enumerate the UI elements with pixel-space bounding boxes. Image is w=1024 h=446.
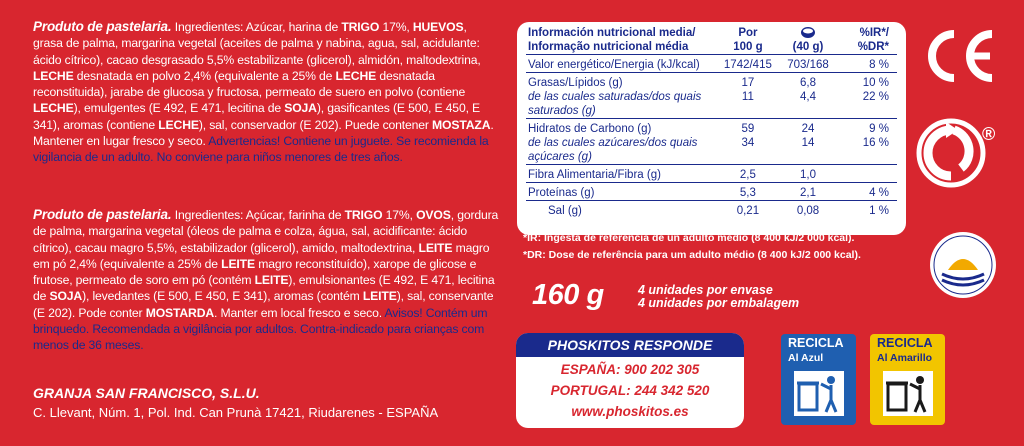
col-ir-label1: %IR*/ xyxy=(859,27,889,39)
allergen: LECHE xyxy=(33,68,74,83)
nutrition-cell-label: Grasas/Lípidos (g) xyxy=(526,73,719,91)
allergen: LEITE xyxy=(418,240,453,255)
nutrition-cell-vu: 0,08 xyxy=(777,201,839,219)
nutrition-row xyxy=(526,73,897,91)
nutrition-cell-vu: 703/168 xyxy=(777,55,839,73)
phoskitos-title: PHOSKITOS RESPONDE xyxy=(516,333,744,357)
nutrition-header xyxy=(526,26,719,55)
recycle-blue-title: RECICLA xyxy=(788,336,844,350)
nutrition-cell-vu: 1,0 xyxy=(777,165,839,183)
recycle-yellow-title: RECICLA xyxy=(877,336,933,350)
portuguese-warning: Avisos! Contém um brinquedo. Recomendada a vigilância por adultos. Contra-indicado para crianças com menos de 36 meses. xyxy=(33,305,488,353)
ingredient-segment: desnatada en polvo 2,4% (equivalente a 25% de xyxy=(73,68,336,83)
allergen: TRIGO xyxy=(341,20,380,34)
nutrition-row xyxy=(526,90,897,119)
recycle-blue-badge xyxy=(781,334,856,425)
nutrition-cell-ir: 8 % xyxy=(839,55,897,73)
nutrition-cell-v100: 2,5 xyxy=(719,165,777,183)
nutrition-row xyxy=(526,201,897,219)
nutrition-cell-ir: 4 % xyxy=(839,183,897,201)
nutrition-header-es: Información nutricional media/ xyxy=(528,27,696,39)
col-ir-label2: %DR* xyxy=(857,41,889,53)
nutrition-cell-v100: 1742/415 xyxy=(719,55,777,73)
nutrition-row xyxy=(526,183,897,201)
ingredient-segment: Ingredientes: Azúcar, harina de xyxy=(174,20,342,34)
nutrition-cell-v100: 0,21 xyxy=(719,201,777,219)
net-weight: 160 g xyxy=(532,279,604,311)
nutrition-cell-label: Valor energético/Energia (kJ/kcal) xyxy=(526,55,719,73)
nutrition-cell-vu: 6,8 xyxy=(777,73,839,91)
nutrition-cell-ir: 16 % xyxy=(862,137,889,149)
units-info xyxy=(638,284,799,310)
nutrition-cell-label: Sal (g) xyxy=(526,201,719,219)
company-address: C. Llevant, Núm. 1, Pol. Ind. Can Prunà 17421, Riudarenes - ESPAÑA xyxy=(33,405,439,420)
spanish-warning: Advertencias! Contiene un juguete. Se recomienda la vigilancia de un adulto. No conviene para niños menores de tres años. xyxy=(33,134,489,165)
nutrition-cell-v100: 5,3 xyxy=(719,183,777,201)
ce-mark-icon xyxy=(920,26,1000,86)
units-es: 4 unidades por envase xyxy=(638,283,773,297)
ingredient-segment: ), sal, conservante (E 202). Pode conter xyxy=(33,289,494,320)
units-pt: 4 unidades por embalagem xyxy=(638,296,800,310)
recycle-blue-sub: Al Azul xyxy=(788,352,824,364)
ingredient-segment: Ingredientes: Açúcar, farinha de xyxy=(174,208,345,222)
recycle-yellow-sub: Al Amarillo xyxy=(877,352,933,364)
nutrition-table xyxy=(526,26,897,218)
website-link[interactable]: www.phoskitos.es xyxy=(571,404,689,419)
nutrition-cell-v100: 34 xyxy=(741,137,755,149)
phone-spain: ESPAÑA: 900 202 305 xyxy=(560,362,700,377)
ingredient-segment: 17%, xyxy=(382,208,417,222)
ingredient-segment: magro reconstituído), xarope de glicose e frutose, permeato de soro em pó (contém xyxy=(33,256,477,288)
green-dot-icon xyxy=(916,118,986,188)
spanish-heading: Produto de pastelaria. xyxy=(33,19,172,34)
nutrition-row xyxy=(526,119,897,137)
allergen: LECHE xyxy=(33,101,74,116)
allergen: LEITE xyxy=(254,273,289,288)
nutrition-row xyxy=(526,55,897,73)
ingredient-segment: magro em pó 2,4% (equivalente a 25% de xyxy=(33,240,490,271)
ingredient-segment: ), emulsionantes (E 492, E 471, lecitina de xyxy=(33,273,495,304)
allergen: MOSTARDA xyxy=(145,305,215,320)
ingredient-segment: ), emulgentes (E 492, E 471, lecitina de xyxy=(73,101,285,116)
nutrition-cell-label: Fibra Alimentaria/Fibra (g) xyxy=(526,165,719,183)
company-info xyxy=(33,383,438,423)
allergen: LECHE xyxy=(335,68,377,83)
footnote-ir: *IR: Ingesta de referencia de un adulto medio (8 400 kJ/2 000 kcal). xyxy=(523,232,855,244)
col-ir xyxy=(839,26,897,55)
nutrition-cell-ir: 10 % xyxy=(839,73,897,91)
nutrition-cell-ir: 9 % xyxy=(839,119,897,137)
spanish-ingredients xyxy=(33,19,499,166)
ingredient-segment: , gordura de palma, margarina vegetal (óleos de palma e colza, água, sal, acidificante: ácido cítrico), cacau magro 5,5%, estabilizador (glicerol), amido, maltodextrina, xyxy=(33,208,499,255)
footnote-dr: *DR: Dose de referência para um adulto médio (8 400 kJ/2 000 kcal). xyxy=(523,249,861,261)
calidalia-seal xyxy=(928,230,998,300)
nutrition-row xyxy=(526,165,897,183)
nutrition-header-pt: Informação nutricional média xyxy=(528,41,689,53)
ingredient-segment: . Manter em local fresco e seco. xyxy=(214,305,385,320)
ingredient-segment: . Mantener en lugar fresco y seco. xyxy=(33,117,494,149)
allergen: HUEVOS xyxy=(412,20,464,34)
ingredient-segment: , grasa de palma, margarina vegetal (aceites de palma y nabina, agua, sal, acidulante: ácido cítrico), cacao desgrasado 5,5% estabilizante (glicerol), almidón, maltodextrina, xyxy=(33,20,481,67)
portuguese-heading: Produto de pastelaria. xyxy=(33,207,172,222)
portuguese-ingredient-text xyxy=(33,208,498,320)
allergen: TRIGO xyxy=(344,208,383,222)
allergen: OVOS xyxy=(416,208,451,222)
nutrition-cell-label: de las cuales azúcares/dos quais açúcares (g) xyxy=(528,137,698,163)
col-per-unit xyxy=(777,26,839,55)
nutrition-cell-ir: 1 % xyxy=(839,201,897,219)
recycle-bin-icon xyxy=(793,370,845,417)
col-per-100g xyxy=(719,26,777,55)
ingredient-segment: 17%, xyxy=(379,20,413,34)
nutrition-cell-ir: 22 % xyxy=(862,91,889,103)
footnotes xyxy=(523,230,861,264)
ingredient-segment: ), sal, conservador (E 202). Puede contener xyxy=(198,117,433,132)
recycle-bin-icon xyxy=(882,370,934,417)
allergen: LECHE xyxy=(158,117,199,132)
ingredient-segment: ), levedantes (E 500, E 450, E 341), aromas (contém xyxy=(82,289,363,304)
portuguese-ingredients xyxy=(33,207,499,354)
ingredient-segment: ), gasificantes (E 500, E 450, E 341), aromas (contiene xyxy=(33,101,481,132)
nutrition-cell-ir xyxy=(839,165,897,183)
nutrition-cell-label: Hidratos de Carbono (g) xyxy=(526,119,719,137)
nutrition-cell-vu: 2,1 xyxy=(777,183,839,201)
phoskitos-responde-box xyxy=(516,333,744,428)
spanish-ingredient-text xyxy=(33,20,494,148)
phoskitos-unit-icon xyxy=(779,26,837,40)
nutrition-cell-vu: 14 xyxy=(801,137,815,149)
nutrition-row xyxy=(526,136,897,165)
ingredient-segment: desnatada reconstituida), jarabe de glucosa y fructosa, permeato de suero en polvo (contiene xyxy=(33,68,466,100)
recycle-yellow-badge xyxy=(870,334,945,425)
nutrition-cell-v100: 59 xyxy=(719,119,777,137)
allergen: SOJA xyxy=(284,101,317,116)
allergen: LEITE xyxy=(221,256,255,271)
registered-mark: ® xyxy=(982,124,996,144)
nutrition-cell-vu: 4,4 xyxy=(800,91,817,103)
company-name: GRANJA SAN FRANCISCO, S.L.U. xyxy=(33,385,260,401)
nutrition-cell-v100: 11 xyxy=(741,91,754,103)
allergen: MOSTAZA xyxy=(432,117,491,132)
nutrition-cell-v100: 17 xyxy=(719,73,777,91)
col-per-100g-label1: Por xyxy=(738,27,758,39)
col-per-unit-label: (40 g) xyxy=(792,41,824,53)
nutrition-cell-label: de las cuales saturadas/dos quais saturados (g) xyxy=(528,91,702,117)
allergen: SOJA xyxy=(49,289,83,304)
col-per-100g-label2: 100 g xyxy=(733,41,763,53)
nutrition-cell-label: Proteínas (g) xyxy=(526,183,719,201)
nutrition-cell-vu: 24 xyxy=(777,119,839,137)
phone-portugal: PORTUGAL: 244 342 520 xyxy=(550,383,710,398)
nutrition-panel xyxy=(517,22,906,235)
allergen: LEITE xyxy=(362,289,397,304)
